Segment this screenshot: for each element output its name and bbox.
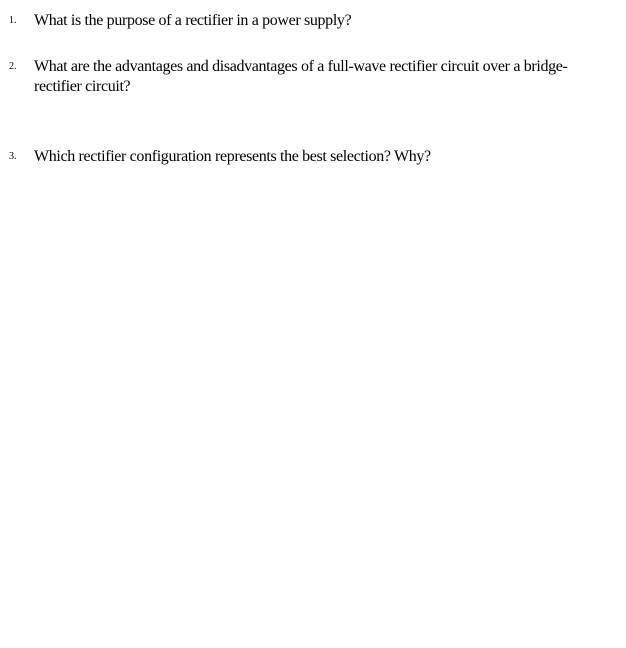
question-text: Which rectifier configuration represents the best selection? Why?: [34, 148, 431, 165]
question-number: 2.: [9, 61, 17, 72]
question-text: What is the purpose of a rectifier in a power supply?: [34, 12, 352, 29]
question-text: What are the advantages and disadvantages of a full-wave rectifier circuit over a bridge-rectifier circuit?: [34, 58, 568, 95]
question-number: 1.: [9, 15, 17, 26]
question-number: 3.: [9, 151, 17, 162]
